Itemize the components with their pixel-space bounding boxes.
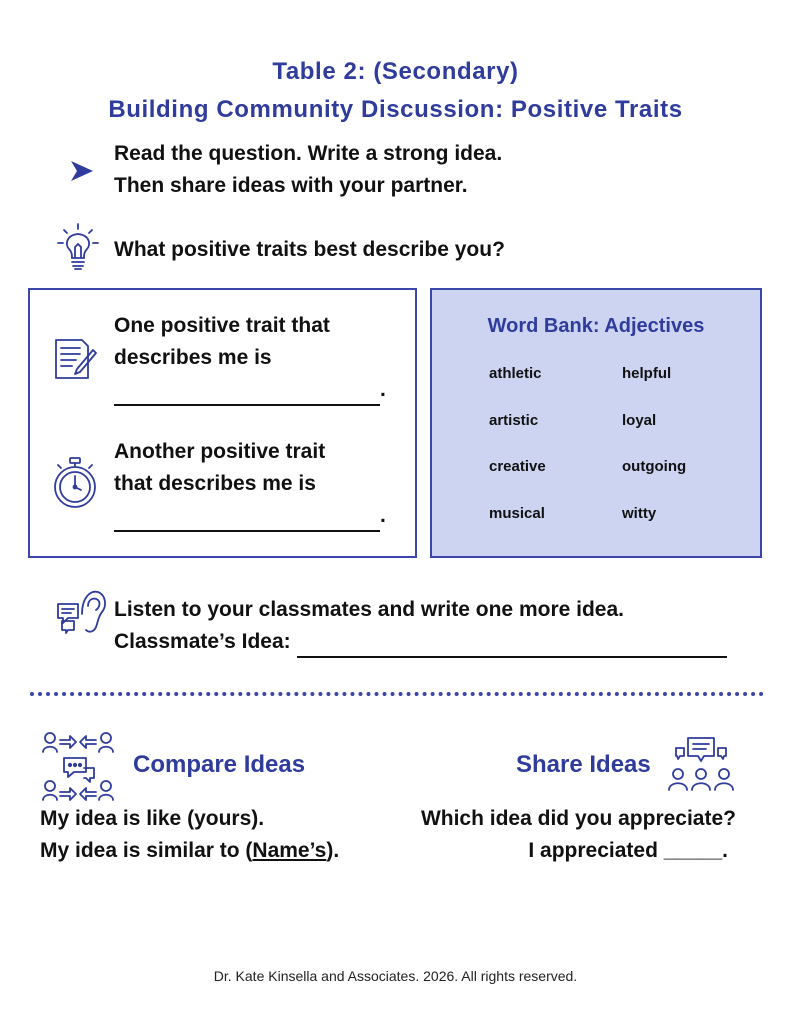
word-bank-word: loyal	[622, 412, 657, 429]
stopwatch-icon	[52, 456, 98, 508]
instruction-line-2: Then share ideas with your partner.	[114, 174, 468, 197]
share-line-2: I appreciated _____.	[528, 839, 728, 862]
compare-line-2	[40, 835, 339, 867]
classmate-idea-label: Classmate’s Idea:	[114, 630, 291, 653]
listen-instruction: Listen to your classmates and write one more idea.	[114, 598, 624, 621]
word-bank-box	[430, 288, 762, 558]
period: .	[380, 378, 386, 401]
classmate-idea-line	[114, 626, 727, 658]
share-line-1: Which idea did you appreciate?	[420, 807, 736, 830]
frame-1-line-1: One positive trait that	[114, 314, 330, 337]
page-subtitle: Building Community Discussion: Positive Traits	[108, 96, 683, 123]
frame-2-blank-line[interactable]	[114, 500, 386, 532]
group-discussion-icon	[40, 728, 116, 804]
frame-2-line-2: that describes me is	[114, 472, 316, 495]
compare-line-2-prefix: My idea is similar to (	[40, 839, 253, 862]
instruction-line-1: Read the question. Write a strong idea.	[114, 142, 503, 165]
word-bank-word: outgoing	[622, 458, 687, 475]
question-text: What positive traits best describe you?	[114, 238, 505, 261]
word-bank-word: helpful	[622, 365, 672, 382]
word-bank-title: Word Bank: Adjectives	[487, 315, 705, 337]
arrow-icon	[70, 160, 94, 182]
word-bank-word: artistic	[489, 412, 539, 429]
sentence-frame-box	[28, 288, 417, 558]
frame-2-line-1: Another positive trait	[114, 440, 326, 463]
word-bank-word: athletic	[489, 365, 542, 382]
period: .	[380, 504, 386, 527]
page-title: Table 2: (Secondary)	[272, 58, 519, 85]
share-ideas-title: Share Ideas	[516, 751, 651, 778]
compare-line-2-suffix: ).	[326, 839, 340, 862]
footer-copyright: Dr. Kate Kinsella and Associates. 2026. All rights reserved.	[213, 968, 578, 984]
compare-frames	[40, 803, 339, 867]
classmate-idea-blank[interactable]	[297, 630, 727, 658]
dotted-divider	[30, 692, 764, 696]
compare-line-2-name: Name’s	[252, 839, 327, 862]
lightbulb-icon	[56, 222, 100, 274]
compare-ideas-title: Compare Ideas	[133, 751, 306, 778]
ear-speech-icon	[56, 584, 108, 636]
frame-1	[114, 310, 386, 406]
compare-line-1: My idea is like (yours).	[40, 807, 265, 830]
word-bank-word: creative	[489, 458, 546, 475]
frame-1-line-2: describes me is	[114, 346, 272, 369]
group-chat-icon	[666, 734, 736, 798]
instructions	[114, 138, 502, 202]
share-frames	[384, 803, 764, 867]
word-bank-word: witty	[622, 505, 657, 522]
frame-1-blank-line[interactable]	[114, 374, 386, 406]
notepad-pencil-icon	[52, 336, 98, 382]
frame-2	[114, 436, 386, 532]
listen-section	[114, 594, 727, 658]
word-bank-word: musical	[489, 505, 545, 522]
